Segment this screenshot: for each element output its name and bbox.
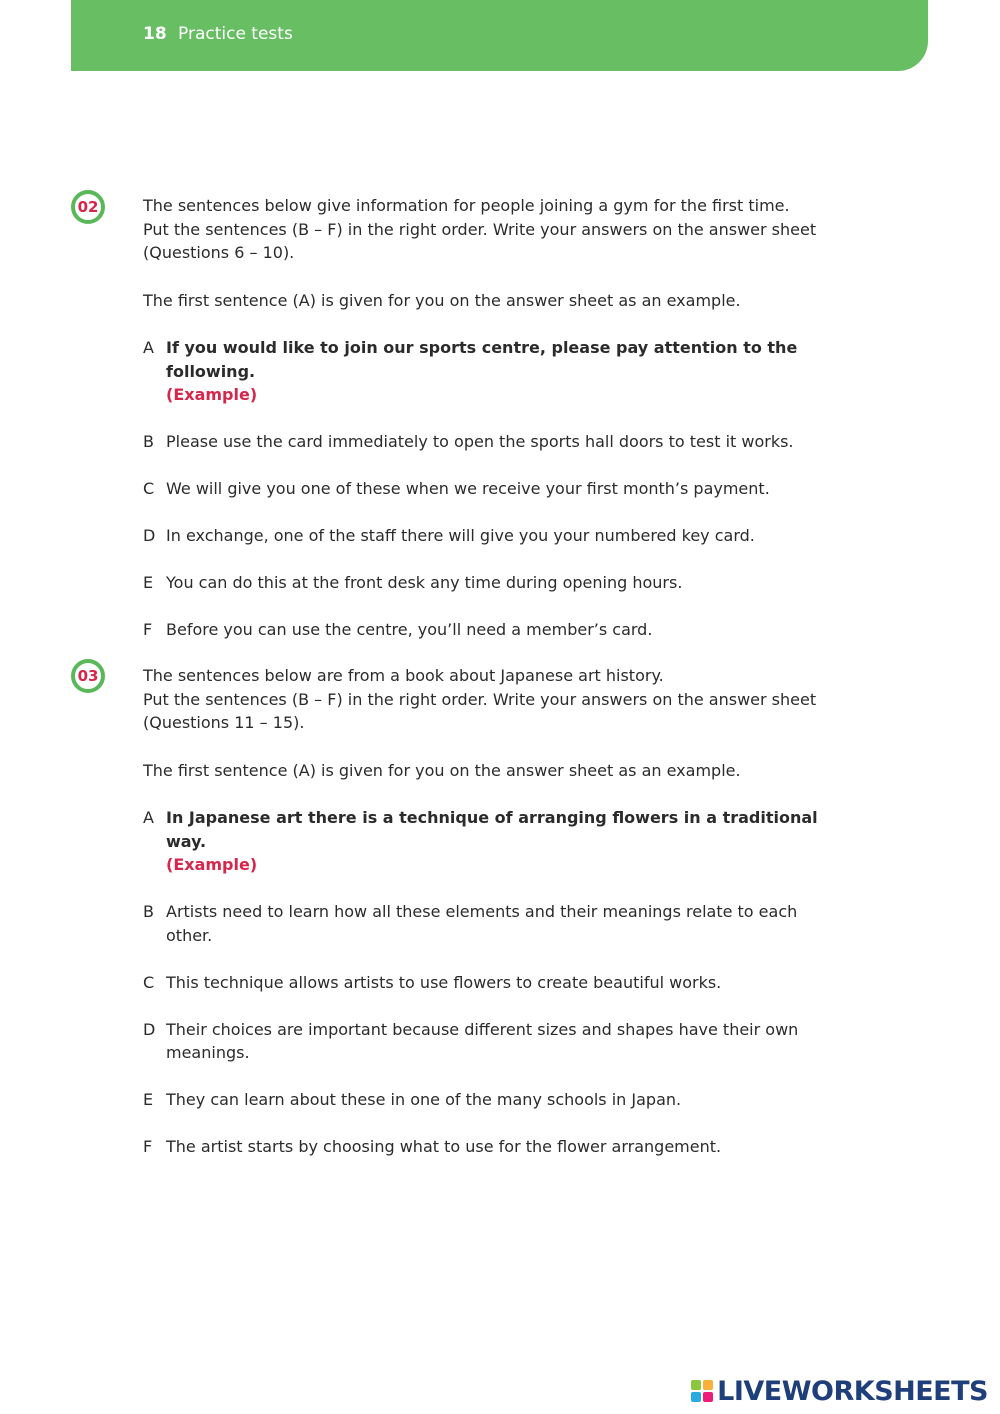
sentence-item [143,524,843,548]
example-sentence: In Japanese art there is a technique of arranging flowers in a traditional way. [166,808,818,851]
section-number-badge: 03 [71,659,105,693]
example-note: The first sentence (A) is given for you on the answer sheet as an example. [143,760,741,780]
sentence-letter: F [143,1137,153,1156]
sentence-item [143,571,843,595]
sentence-item [143,1018,843,1065]
instruction-line: The sentences below are from a book about Japanese art history. [143,666,664,685]
example-sentence: If you would like to join our sports centre, please pay attention to the following. [166,338,798,381]
sentence-item [143,336,843,407]
sentence-letter: B [143,432,154,451]
sentence-text: Before you can use the centre, you’ll need a member’s card. [166,620,653,639]
sentence-letter: A [143,808,154,827]
sentence-text: You can do this at the front desk any time during opening hours. [166,573,683,592]
sentence-text: Please use the card immediately to open the sports hall doors to test it works. [166,432,794,451]
sentence-letter: B [143,902,154,921]
instruction-line: Put the sentences (B – F) in the right order. Write your answers on the answer sheet [143,219,817,239]
sentence-text: Artists need to learn how all these elements and their meanings relate to each other. [166,902,798,945]
sentence-list [143,336,843,642]
sentence-letter: E [143,1090,154,1109]
sentence-letter: C [143,972,155,992]
exercise-section-02 [143,194,843,665]
sentence-text: We will give you one of these when we receive your first month’s payment. [166,479,770,498]
page-header [71,0,928,71]
sentence-text: They can learn about these in one of the many schools in Japan. [166,1090,682,1109]
instruction-line: The sentences below give information for people joining a gym for the first time. [143,196,790,215]
sentence-letter: C [143,479,155,498]
logo-text: LIVEWORKSHEETS [717,1375,988,1407]
sentence-list [143,806,843,1159]
instruction-line: (Questions 6 – 10). [143,243,295,262]
sentence-item [143,430,843,454]
instruction-line: Put the sentences (B – F) in the right order. Write your answers on the answer sheet [143,689,817,709]
sentence-letter: F [143,620,153,639]
sentence-item [143,618,843,642]
sentence-text: This technique allows artists to use flowers to create beautiful works. [166,972,722,992]
sentence-item [143,1135,843,1159]
sentence-letter: D [143,526,156,545]
sentence-item [143,1088,843,1112]
sentence-item [143,806,843,877]
sentence-item [143,477,843,501]
section-number-badge: 02 [71,190,105,224]
sentence-text: The artist starts by choosing what to use for the flower arrangement. [166,1137,722,1156]
example-note: The first sentence (A) is given for you on the answer sheet as an example. [143,290,741,310]
header-title: Practice tests [178,24,293,44]
instructions [143,194,843,265]
logo-grid-icon [691,1380,713,1402]
example-tag: (Example) [166,855,258,874]
instruction-line: (Questions 11 – 15). [143,713,305,732]
sentence-text: Their choices are important because different sizes and shapes have their own meanings. [166,1019,799,1062]
exercise-section-03 [143,664,843,1182]
sentence-item [143,900,843,947]
sentence-item [143,971,843,995]
sentence-letter: E [143,573,154,592]
sentence-letter: D [143,1019,156,1039]
sentence-letter: A [143,338,154,357]
page-number: 18 [143,24,167,44]
sentence-text: In exchange, one of the staff there will give you your numbered key card. [166,526,755,545]
instructions [143,664,843,735]
example-tag: (Example) [166,385,258,404]
liveworksheets-logo[interactable] [691,1376,988,1406]
